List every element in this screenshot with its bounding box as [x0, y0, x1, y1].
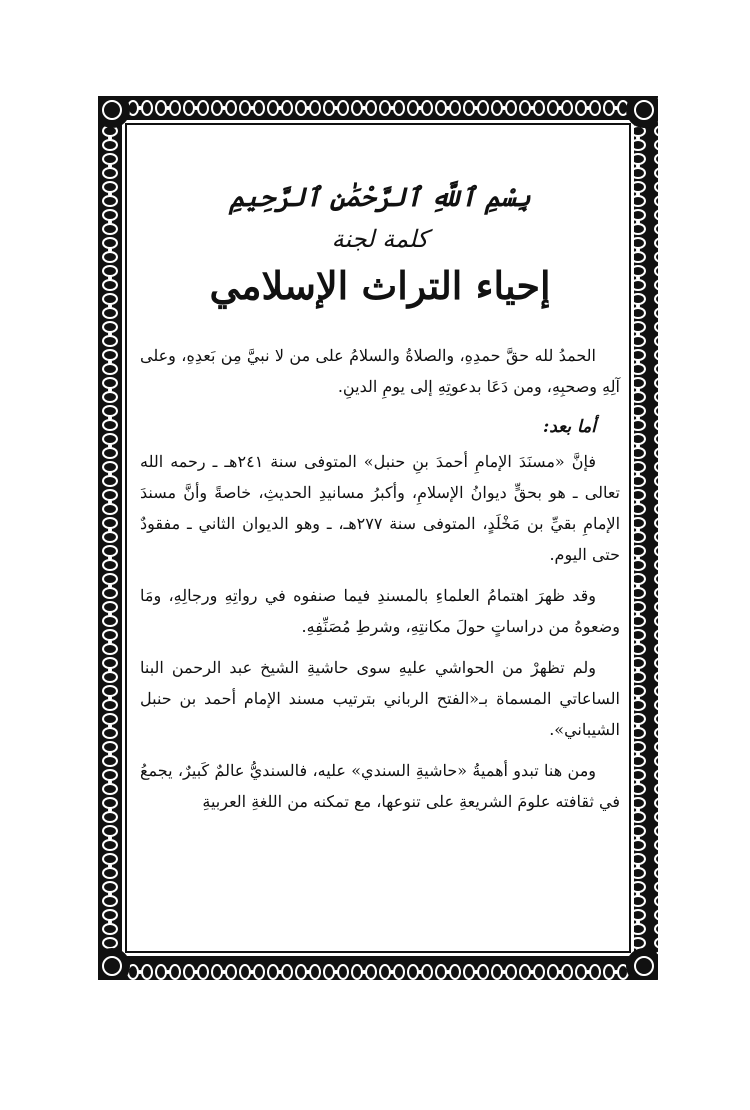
amma-badu: أما بعد:	[542, 417, 596, 437]
paragraph-3: ولم تظهرْ من الحواشي عليهِ سوى حاشيةِ الشيخ عبد الرحمن البنا الساعاتي المسماة بـ«الفتح الرباني بترتيب مسند الإمام أحمد بن حنبل الشيباني».	[140, 658, 620, 739]
paragraph-2: وقد ظهرَ اهتمامُ العلماءِ بالمسندِ فيما صنفوه في رواتِهِ ورجالِهِ، ومَا وضعوهُ من دراساتٍ حولَ مكانتِهِ، وشرطِ مُصَنِّفِهِ.	[140, 586, 620, 636]
paragraph-4: ومن هنا تبدو أهميةُ «حاشيةِ السندي» عليه، فالسنديُّ عالمٌ كَبيرٌ، يجمعُ في ثقافته علومَ الشريعةِ على تنوعها، مع تمكنه من اللغةِ العربيةِ	[140, 761, 620, 811]
intro-paragraph: الحمدُ لله حقَّ حمدِهِ، والصلاةُ والسلامُ على من لا نبيَّ مِن بَعدِهِ، وعلى آلِهِ وصحبِهِ، ومن دَعَا بدعوتِهِ إلى يومِ الدينِ.	[140, 346, 620, 396]
paragraph-1: فإنَّ «مسنَدَ الإمامِ أحمدَ بنِ حنبل» المتوفى سنة ٢٤١هـ ـ رحمه الله تعالى ـ هو بحقٍّ ديوانُ الإسلامِ، وأكبرُ مسانيدِ الحديثِ، خاصةً وأنَّ مسندَ الإمامِ بقيِّ بن مَخْلَدٍ، المتوفى سنة ٢٧٧هـ، ـ وهو الديوان الثاني ـ مفقودٌ حتى اليوم.	[140, 452, 621, 564]
page-title: إحياء التراث الإسلامي	[209, 263, 551, 308]
page-content	[140, 180, 620, 940]
subtitle: كلمة لجنة	[331, 225, 429, 253]
basmala: بِسْمِ ٱللَّهِ ٱلرَّحْمَٰنِ ٱلرَّحِيمِ	[229, 183, 531, 213]
